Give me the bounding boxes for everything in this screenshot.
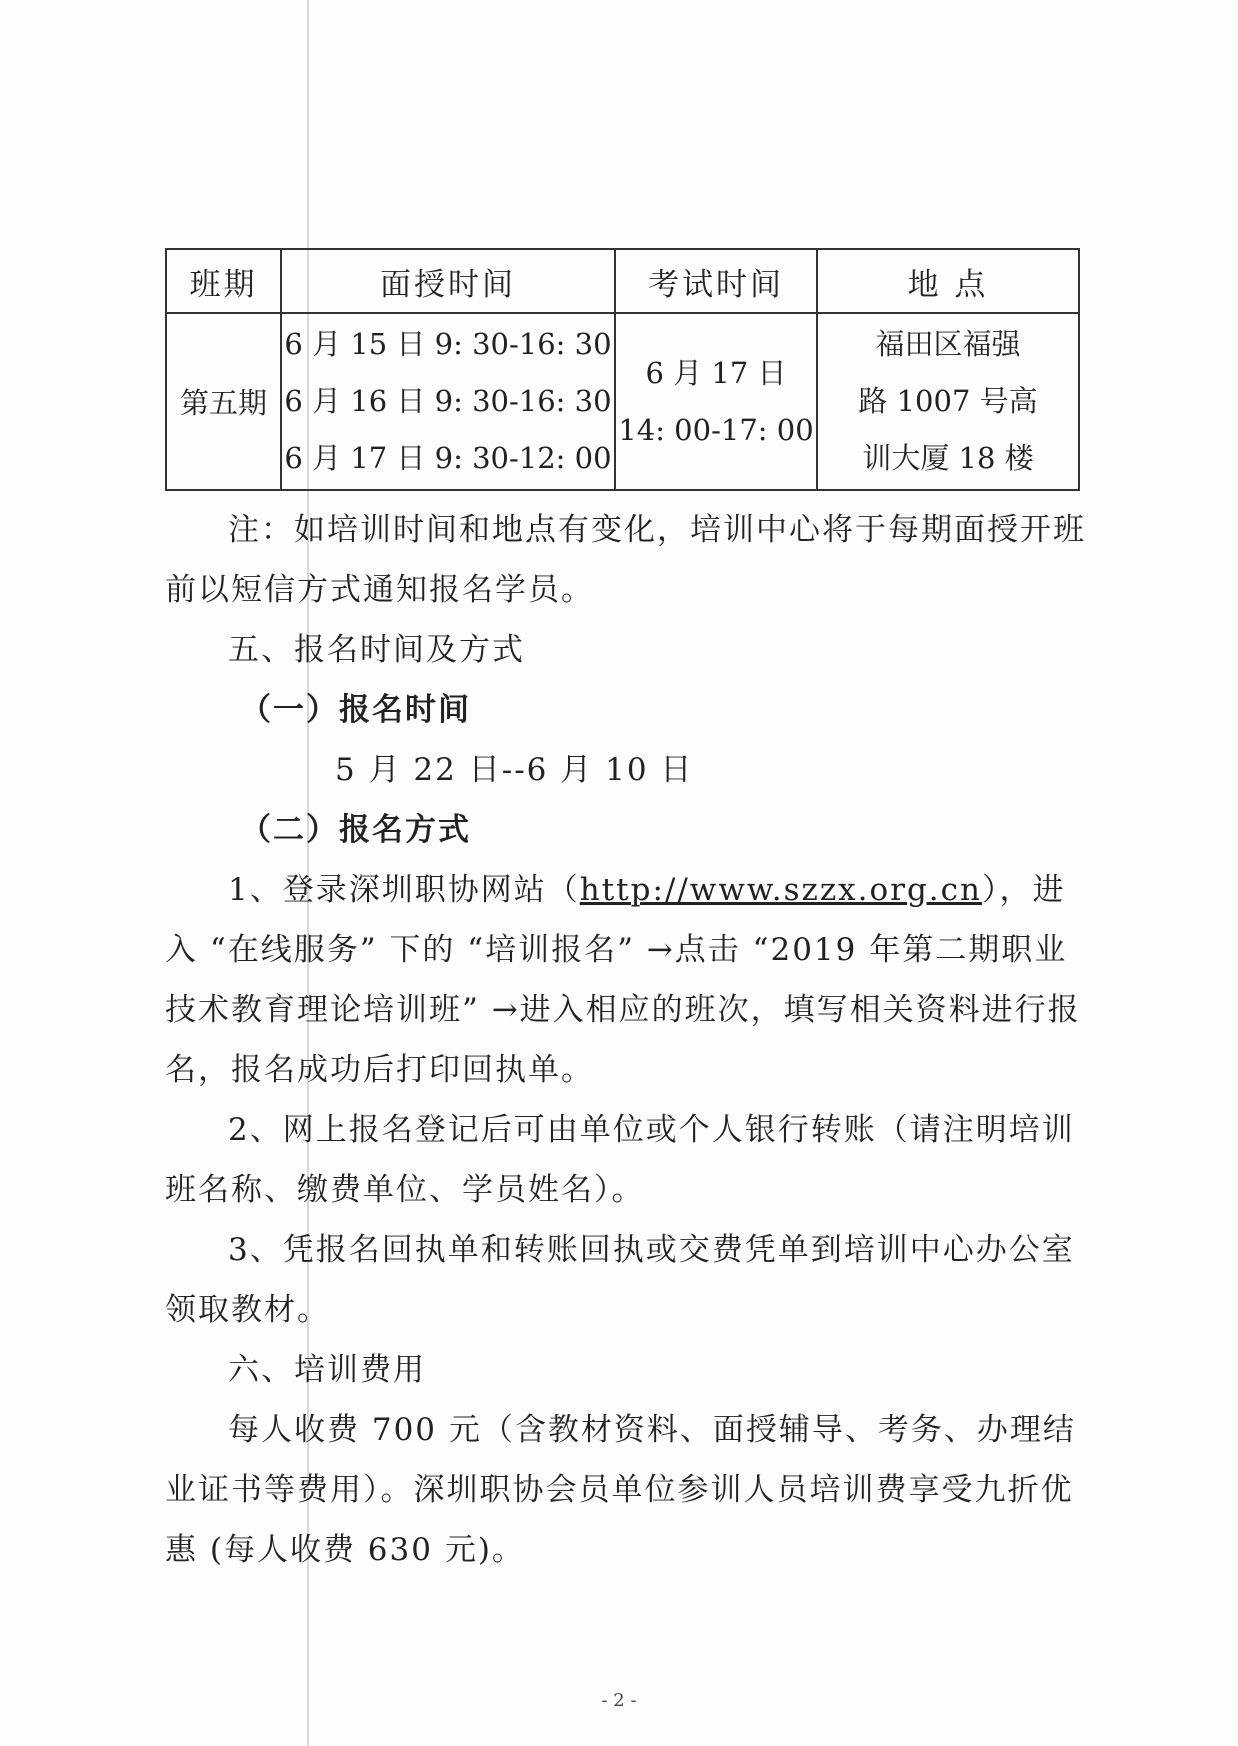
header-session: 班期	[166, 249, 281, 313]
registration-dates: 5 月 22 日--6 月 10 日	[335, 752, 694, 788]
cell-class-times	[281, 313, 615, 490]
exam-date: 6 月 17 日	[645, 355, 787, 390]
method-item-3: 3、凭报名回执单和转账回执或交费凭单到培训中心办公室领取教材。	[165, 1232, 1075, 1328]
cell-session: 第五期	[166, 313, 281, 490]
fee-paragraph: 每人收费 700 元（含教材资料、面授辅导、考务、办理结业证书等费用）。深圳职协会员单位参训人员培训费享受九折优惠 (每人收费 630 元)。	[165, 1412, 1076, 1568]
exam-hours: 14: 00-17: 00	[618, 412, 814, 447]
document-body	[165, 500, 1090, 1580]
cell-location	[817, 313, 1079, 490]
class-time-3: 6 月 17 日 9: 30-12: 00	[284, 441, 612, 475]
class-time-1: 6 月 15 日 9: 30-16: 30	[284, 327, 612, 361]
page-number: - 2 -	[601, 1690, 637, 1711]
class-time-2: 6 月 16 日 9: 30-16: 30	[284, 384, 612, 418]
section5-title: 五、报名时间及方式	[228, 632, 525, 668]
location-line-1: 福田区福强	[875, 327, 1021, 361]
website-link[interactable]: http://www.szzx.org.cn	[579, 872, 982, 908]
method-item-2: 2、网上报名登记后可由单位或个人银行转账（请注明培训班名称、缴费单位、学员姓名）。	[165, 1112, 1075, 1208]
cell-exam-time	[615, 313, 817, 490]
method-item-1	[165, 860, 1090, 1100]
schedule-table	[165, 248, 1080, 491]
note-paragraph: 注：如培训时间和地点有变化，培训中心将于每期面授开班前以短信方式通知报名学员。	[165, 512, 1086, 608]
table-row	[166, 313, 1079, 490]
item1-prefix: 1、登录深圳职协网站（	[228, 872, 580, 908]
section5-sub2-title: （二）报名方式	[240, 812, 471, 848]
header-exam-time: 考试时间	[615, 249, 817, 313]
header-class-time: 面授时间	[281, 249, 615, 313]
location-line-2: 路 1007 号高	[858, 384, 1038, 418]
section5-sub1-title: （一）报名时间	[240, 692, 471, 728]
section6-title: 六、培训费用	[228, 1352, 426, 1388]
location-line-3: 训大厦 18 楼	[862, 441, 1034, 475]
table-header-row	[166, 249, 1079, 313]
item1-suffix: ），进入 “在线服务” 下的 “培训报名” →点击 “2019 年第二期职业技术教育理论培训班” →进入相应的班次，填写相关资料进行报名，报名成功后打印回执单。	[165, 872, 1081, 1088]
header-location: 地 点	[817, 249, 1079, 313]
